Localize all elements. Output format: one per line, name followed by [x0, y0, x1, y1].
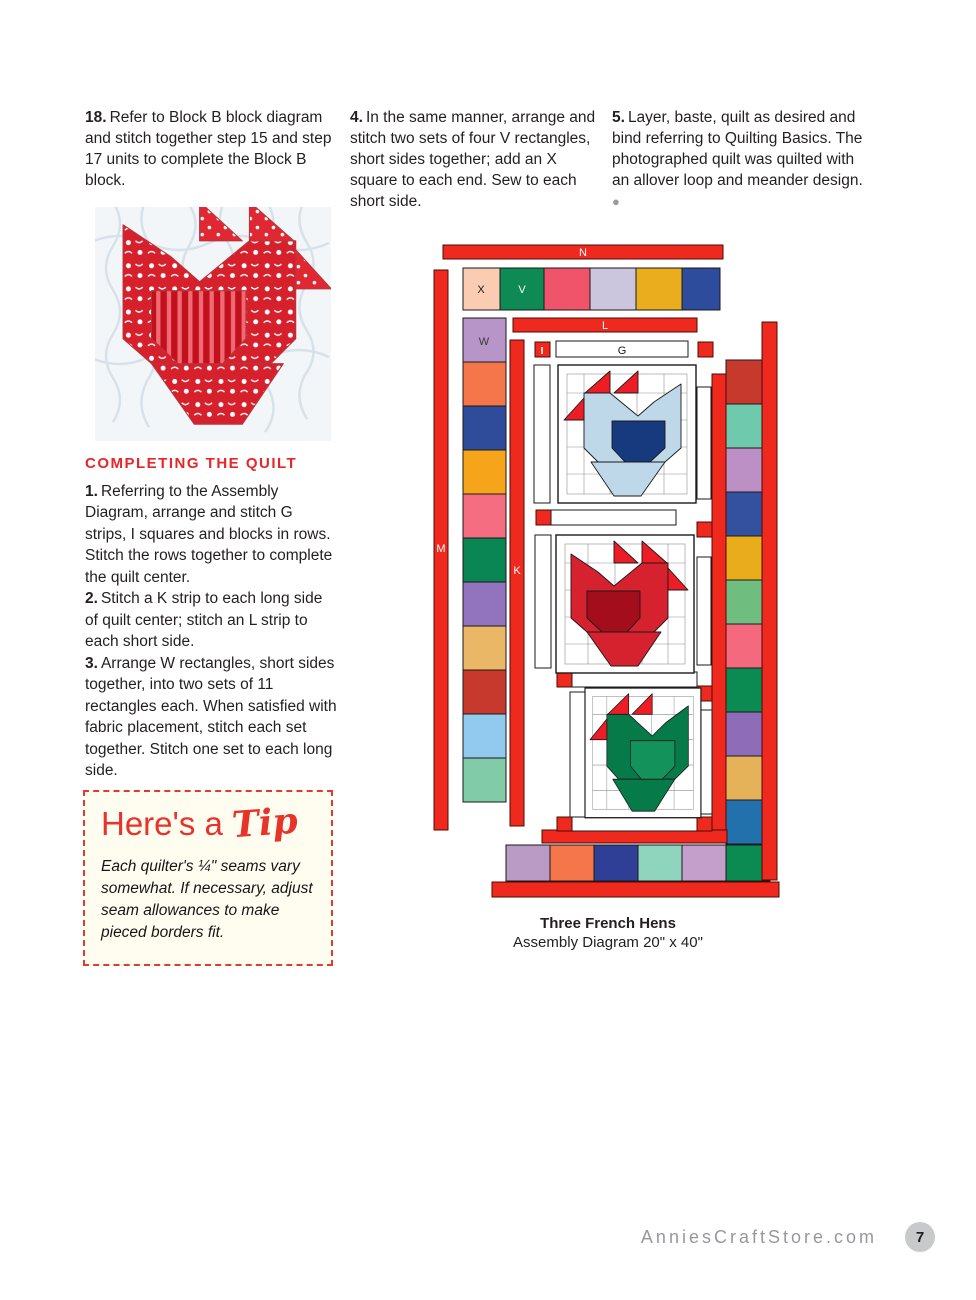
W-rectangle	[463, 450, 506, 494]
G-strip	[551, 510, 676, 525]
I-square	[557, 672, 572, 687]
W-rectangle	[726, 756, 762, 800]
block-red-hen	[556, 535, 694, 673]
label-L: L	[601, 320, 609, 332]
W-rectangle	[726, 536, 762, 580]
step-text: In the same manner, arrange and stitch two sets of four V rectangles, short sides together; add an X square to each end. Sew to each short side.	[350, 109, 596, 210]
I-square	[697, 522, 712, 537]
W-rectangle	[463, 714, 506, 758]
instruction-step: 2. Stitch a K strip to each long side of quilt center; stitch an L strip to each short side.	[85, 590, 323, 650]
G-strip-vertical	[697, 387, 711, 499]
assembly-diagram	[433, 240, 783, 905]
tip-script-word: Tip	[230, 799, 299, 847]
W-rectangle	[726, 580, 762, 624]
pieced-border-square	[638, 845, 682, 881]
step-number: 4.	[350, 109, 363, 126]
pieced-border-square	[506, 845, 550, 881]
label-G: G	[617, 345, 627, 357]
pieced-border-square	[682, 268, 720, 310]
strip-K-right	[712, 374, 726, 842]
step-text: Layer, baste, quilt as desired and bind referring to Quilting Basics. The photographed quilt was quilted with an allover loop and meander design.	[612, 109, 863, 189]
W-rectangle	[726, 448, 762, 492]
tip-text: Each quilter's ¼" seams vary somewhat. If necessary, adjust seam allowances to make pieced borders fit.	[101, 858, 313, 941]
label-X: X	[477, 284, 485, 296]
tip-box	[83, 790, 333, 966]
strip-K-left	[510, 340, 524, 826]
completing-the-quilt-section	[85, 453, 337, 782]
strip-L-bottom	[542, 830, 727, 843]
paragraph-step-4	[350, 107, 602, 212]
G-strip-vertical	[535, 535, 551, 668]
label-K: K	[513, 565, 521, 577]
end-of-article-dot: ●	[612, 194, 620, 209]
I-square	[557, 817, 572, 831]
pieced-border-square	[682, 845, 726, 881]
quilt-block-photo	[95, 207, 331, 441]
W-rectangle	[463, 582, 506, 626]
label-I: I	[540, 346, 544, 357]
strip-M-right	[762, 322, 777, 880]
W-rectangle	[463, 670, 506, 714]
W-rectangle	[463, 758, 506, 802]
W-rectangle	[463, 538, 506, 582]
caption-title: Three French Hens	[540, 915, 676, 932]
paragraph-step-18	[85, 107, 335, 191]
pieced-border-square	[550, 845, 594, 881]
block-blue-hen	[558, 365, 696, 503]
W-rectangle	[463, 362, 506, 406]
instruction-step: 1. Referring to the Assembly Diagram, arrange and stitch G strips, I squares and blocks in rows. Stitch the rows together to complete the quilt center.	[85, 482, 333, 586]
step-number: 5.	[612, 109, 625, 126]
page-number-badge: 7	[905, 1222, 935, 1252]
page-footer	[641, 1222, 935, 1252]
diagram-caption	[433, 914, 783, 952]
W-rectangle	[726, 712, 762, 756]
G-strip-vertical	[697, 557, 711, 665]
W-rectangle	[726, 668, 762, 712]
I-square	[698, 342, 713, 357]
label-V: V	[518, 284, 526, 296]
quilt-photo-art	[95, 207, 331, 441]
paragraph-step-5	[612, 107, 867, 212]
W-rectangle	[463, 494, 506, 538]
label-N: N	[579, 247, 587, 259]
pieced-border-square	[590, 268, 636, 310]
label-W: W	[478, 336, 490, 348]
G-strip	[572, 672, 697, 687]
tip-title: Here's a Tip	[101, 799, 299, 847]
W-rectangle	[726, 404, 762, 448]
block-green-hen	[585, 688, 701, 818]
section-heading: COMPLETING THE QUILT	[85, 455, 298, 472]
strip-N-bottom	[492, 882, 779, 897]
G-strip-vertical	[534, 365, 550, 503]
step-number: 18.	[85, 109, 107, 126]
I-square	[536, 510, 551, 525]
pieced-border-square	[594, 845, 638, 881]
W-rectangle	[463, 626, 506, 670]
instruction-step: 3. Arrange W rectangles, short sides together, into two sets of 11 rectangles each. When satisfied with fabric placement, stitch each set together. Stitch one set to each long side.	[85, 654, 337, 779]
caption-subtitle: Assembly Diagram 20" x 40"	[513, 934, 703, 951]
website-url: AnniesCraftStore.com	[640, 1226, 877, 1247]
G-strip-vertical	[570, 692, 586, 817]
G-strip	[572, 817, 697, 831]
I-square	[697, 817, 712, 831]
label-M: M	[436, 543, 446, 555]
W-rectangle	[726, 800, 762, 844]
pieced-border-square	[544, 268, 590, 310]
W-rectangle	[726, 624, 762, 668]
pieced-border-square	[636, 268, 682, 310]
W-rectangle	[726, 492, 762, 536]
step-text: Refer to Block B block diagram and stitch together step 15 and step 17 units to complete the Block B block.	[85, 109, 332, 189]
G-strip-vertical	[700, 710, 712, 814]
W-rectangle	[726, 360, 762, 404]
W-rectangle	[463, 406, 506, 450]
